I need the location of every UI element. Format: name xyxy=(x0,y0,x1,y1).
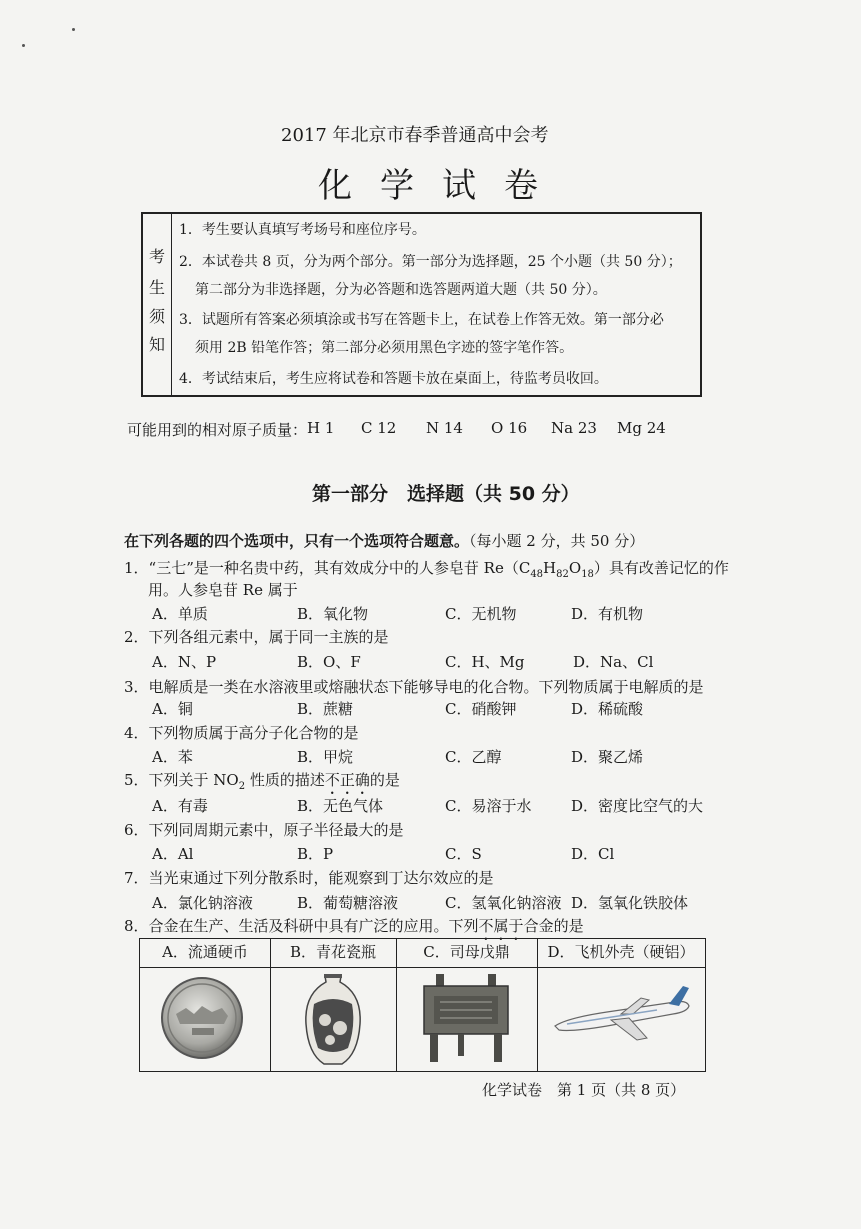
section-title: 第一部分 选择题（共 50 分） xyxy=(312,483,580,505)
table-cell-c xyxy=(396,939,538,1071)
notice-item: 须用 2B 铅笔作答；第二部分必须用黑色字迹的签字笔作答。 xyxy=(195,340,574,356)
table-cell-a xyxy=(140,939,271,1071)
atomic-mass-value: Mg 24 xyxy=(617,419,666,437)
option-c: C．S xyxy=(445,845,482,863)
section-instruction xyxy=(124,530,644,551)
option-b: B．蔗糖 xyxy=(297,700,354,718)
option-d: D．聚乙烯 xyxy=(571,748,644,766)
option-a: A．Al xyxy=(152,845,194,863)
option-a: A．N、P xyxy=(152,653,217,671)
notice-side-label xyxy=(143,214,172,395)
question-3-stem: 3．电解质是一类在水溶液里或熔融状态下能够导电的化合物。下列物质属于电解质的是 xyxy=(124,678,704,696)
option-b: B．甲烷 xyxy=(297,748,354,766)
option-b: B．葡萄糖溶液 xyxy=(297,894,399,912)
option-c: C．氢氧化钠溶液 xyxy=(445,894,562,912)
exam-subtitle: 2017 年北京市春季普通高中会考 xyxy=(281,125,549,146)
notice-item: 2．本试卷共 8 页，分为两个部分。第一部分为选择题，25 个小题（共 50 分）； xyxy=(179,254,682,270)
instruction-bold: 在下列各题的四个选项中，只有一个选项符合题意。 xyxy=(124,532,470,550)
atomic-mass-label: 可能用到的相对原子质量： xyxy=(127,421,308,439)
option-d: D．Cl xyxy=(571,845,615,863)
table-cell-d xyxy=(537,939,705,1071)
emphasized-text: 不属于 xyxy=(478,917,524,935)
notice-side-char: 生 xyxy=(149,278,166,297)
atomic-mass-value: Na 23 xyxy=(551,419,597,437)
option-c: C．无机物 xyxy=(445,605,517,623)
notice-item: 1．考生要认真填写考场号和座位序号。 xyxy=(179,222,426,238)
emphasized-text: 不正确 xyxy=(324,771,370,789)
option-d: D．稀硫酸 xyxy=(571,700,644,718)
scan-speck xyxy=(72,28,75,31)
option-c: C．H、Mg xyxy=(445,653,525,671)
notice-side-char: 知 xyxy=(149,335,166,354)
option-d: D．有机物 xyxy=(571,605,644,623)
option-a: A．苯 xyxy=(152,748,193,766)
question-8-stem: 8．合金在生产、生活及科研中具有广泛的应用。下列不属于合金的是 xyxy=(124,917,584,935)
instruction-rest: （每小题 2 分，共 50 分） xyxy=(469,532,645,550)
coin-image xyxy=(140,968,270,1071)
page-footer: 化学试卷 第 1 页（共 8 页） xyxy=(482,1081,686,1099)
notice-item: 第二部分为非选择题，分为必答题和选答题两道大题（共 50 分）。 xyxy=(195,282,607,298)
option-d: D．Na、Cl xyxy=(573,653,654,671)
option-a: A．氯化钠溶液 xyxy=(152,894,253,912)
notice-side-char: 须 xyxy=(149,307,166,326)
option-b: B．P xyxy=(297,845,334,863)
option-d: D．氢氧化铁胶体 xyxy=(571,894,689,912)
option-b: B．氧化物 xyxy=(297,605,369,623)
question-4-stem: 4．下列物质属于高分子化合物的是 xyxy=(124,724,359,742)
atomic-mass-value: C 12 xyxy=(361,419,397,437)
option-b: B．无色气体 xyxy=(297,797,384,815)
scan-speck xyxy=(22,44,25,47)
porcelain-vase-image xyxy=(270,968,396,1071)
option-a: A．铜 xyxy=(152,700,193,718)
option-c: C．乙醇 xyxy=(445,748,502,766)
notice-side-char: 考 xyxy=(149,247,166,266)
question-5-stem: 5．下列关于 $NO_2$ 性质的描述不正确的是 xyxy=(124,771,400,792)
option-a: A．单质 xyxy=(152,605,208,623)
table-header: A．流通硬币 xyxy=(140,939,270,968)
table-header: D．飞机外壳（硬铝） xyxy=(537,939,705,968)
question-1-stem: 1．“三七”是一种名贵中药，其有效成分中的人参皂苷 $Re(C_{48}H_{82}O_{18})$具有改善记忆的作 xyxy=(124,559,729,580)
question-7-stem: 7．当光束通过下列分散系时，能观察到丁达尔效应的是 xyxy=(124,869,494,887)
atomic-mass-value: N 14 xyxy=(426,419,463,437)
atomic-mass-value: H 1 xyxy=(307,419,335,437)
question-6-stem: 6．下列同周期元素中，原子半径最大的是 xyxy=(124,821,404,839)
question-2-stem: 2．下列各组元素中，属于同一主族的是 xyxy=(124,628,389,646)
option-c: C．硝酸钾 xyxy=(445,700,517,718)
option-b: B．O、F xyxy=(297,653,361,671)
question-1-stem-cont: 用。人参皂苷 Re 属于 xyxy=(148,581,298,599)
bronze-ding-image xyxy=(396,968,537,1071)
table-header: C．司母戊鼎 xyxy=(396,939,537,968)
option-c: C．易溶于水 xyxy=(445,797,532,815)
option-d: D．密度比空气的大 xyxy=(571,797,704,815)
alloy-options-table xyxy=(139,938,706,1072)
atomic-mass-value: O 16 xyxy=(491,419,528,437)
option-a: A．有毒 xyxy=(152,797,208,815)
table-cell-b xyxy=(270,939,397,1071)
airplane-image xyxy=(537,968,705,1071)
notice-item: 4．考试结束后，考生应将试卷和答题卡放在桌面上，待监考员收回。 xyxy=(179,371,608,387)
notice-box xyxy=(141,212,702,397)
notice-item: 3．试题所有答案必须填涂或书写在答题卡上，在试卷上作答无效。第一部分必 xyxy=(179,312,664,328)
exam-title: 化学试卷 xyxy=(318,166,566,206)
table-header: B．青花瓷瓶 xyxy=(270,939,396,968)
